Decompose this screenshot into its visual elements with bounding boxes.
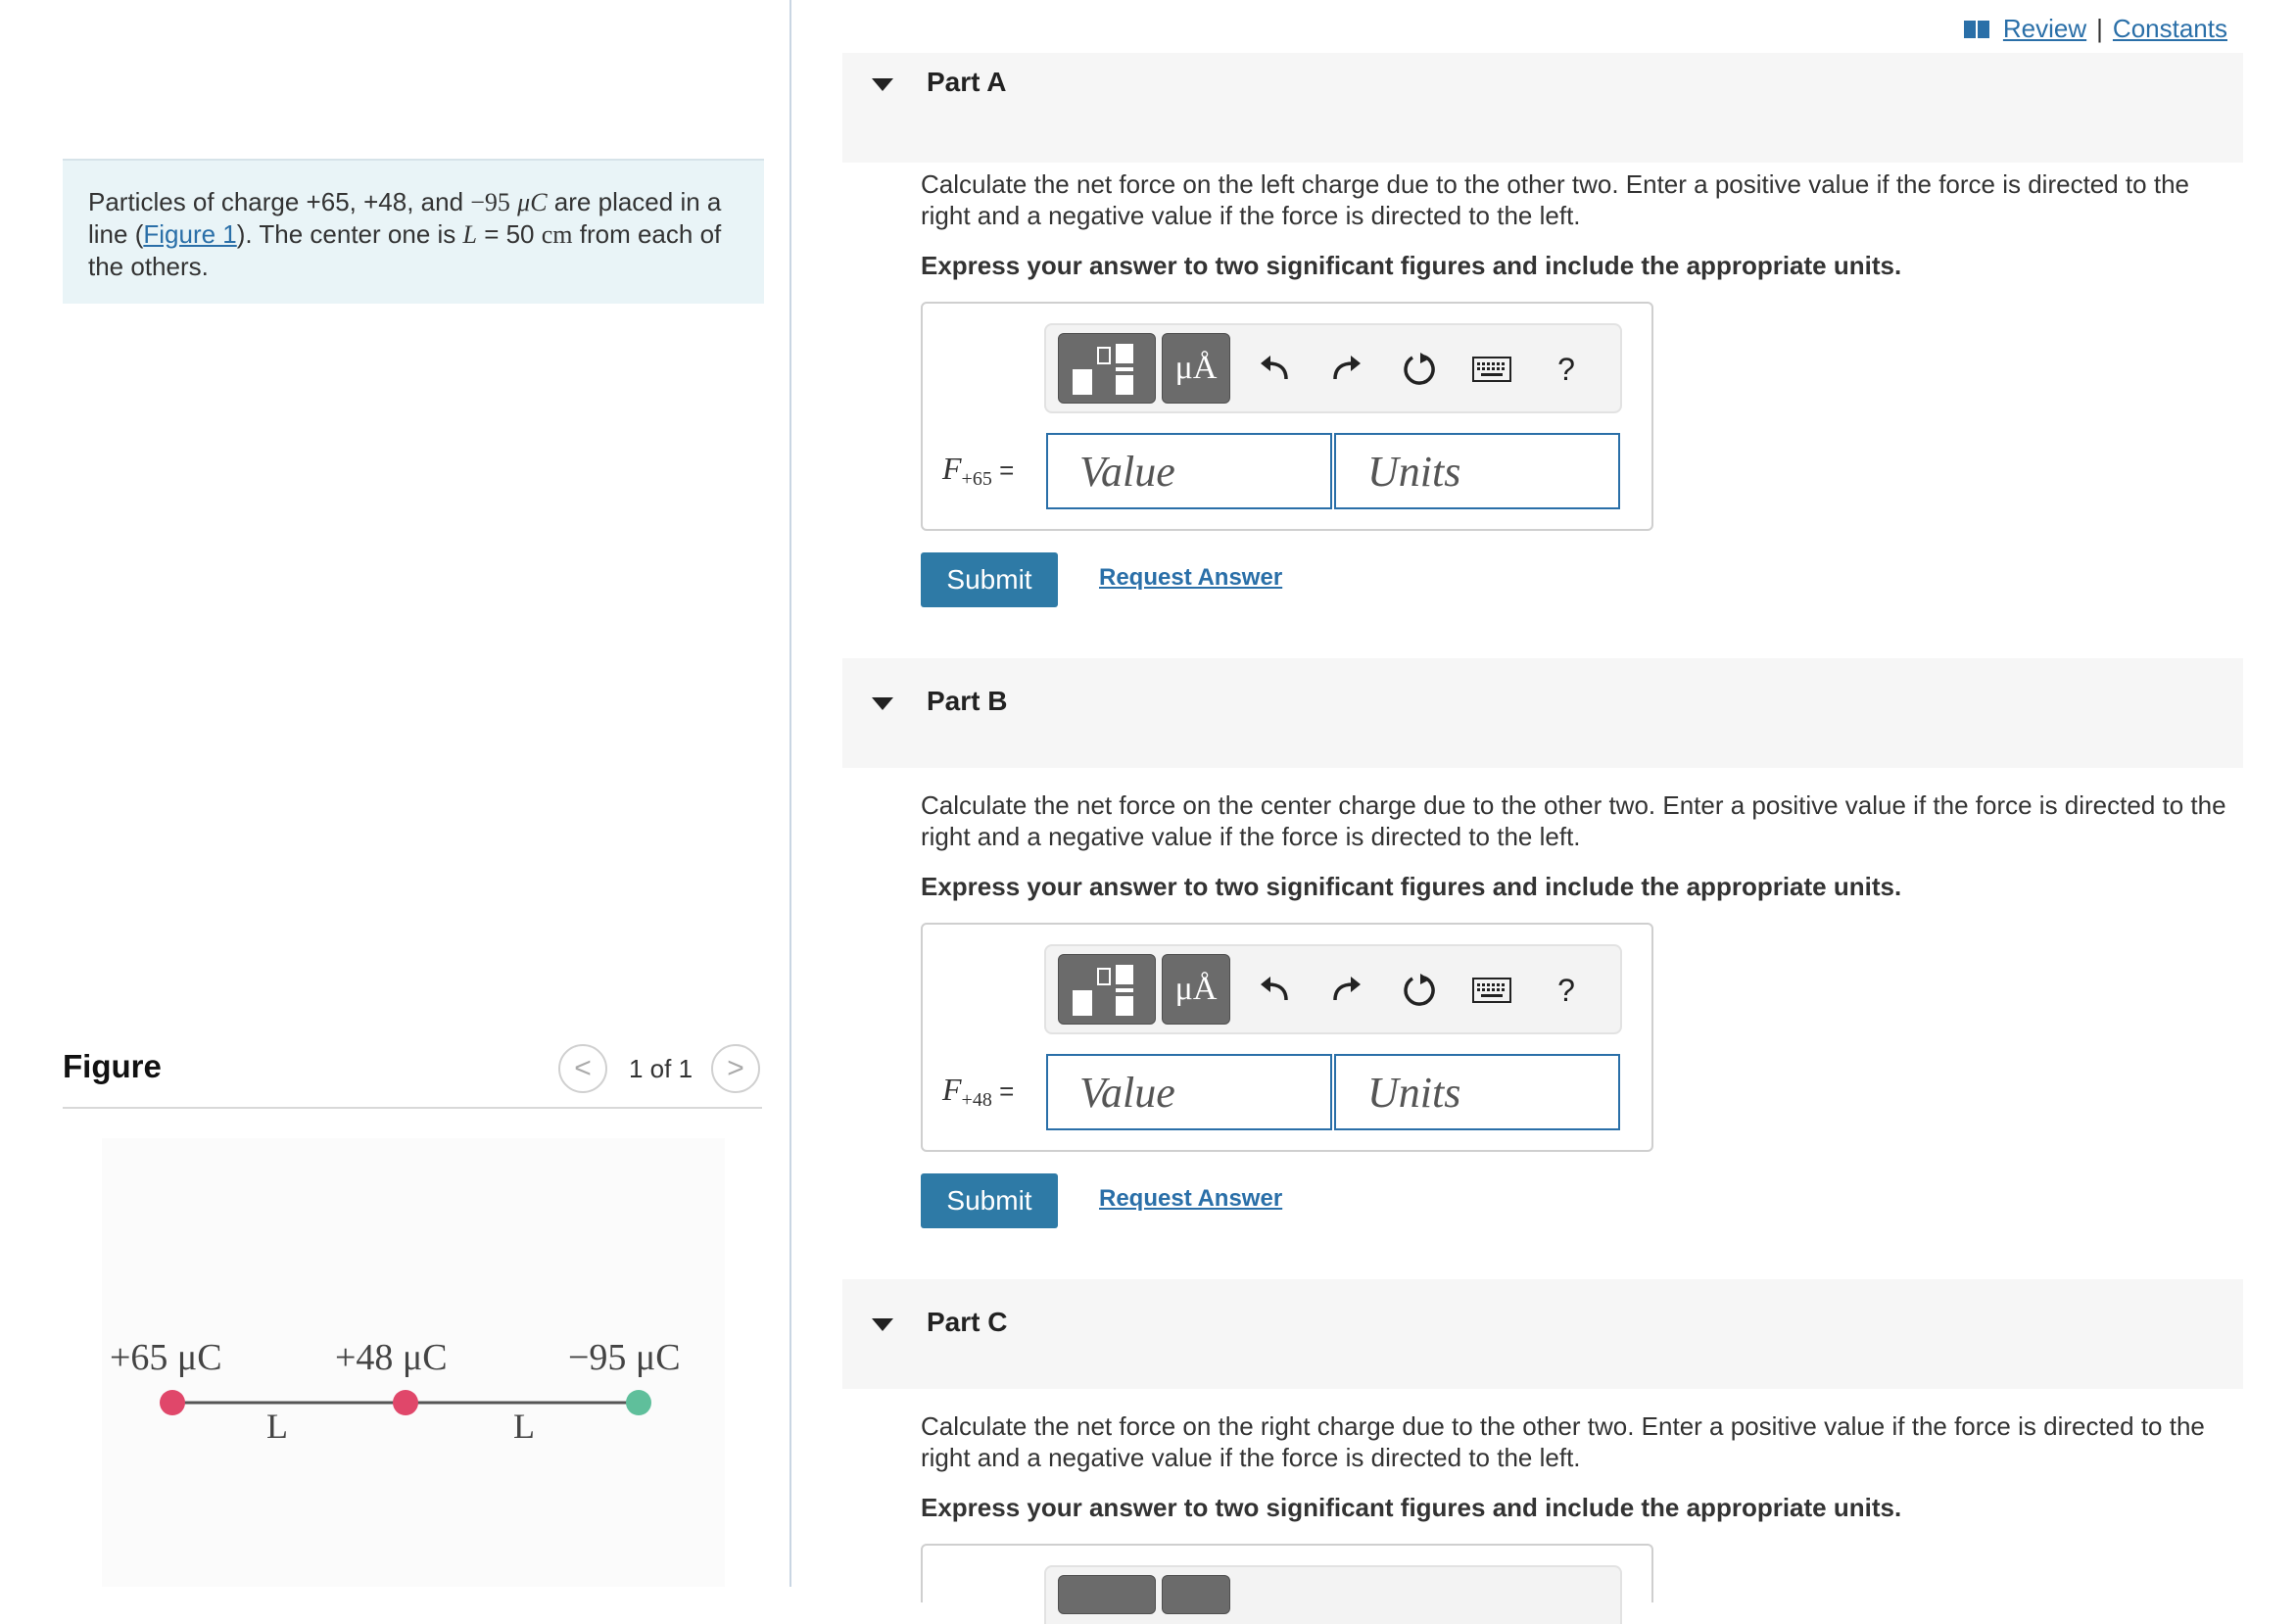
units-input[interactable] (1334, 433, 1620, 509)
figure-link[interactable]: Figure 1 (143, 219, 237, 249)
charge-dot-left (160, 1390, 185, 1415)
charge-label-left: +65 μC (110, 1337, 222, 1378)
equals-sign: = (999, 455, 1015, 485)
request-answer-link[interactable]: Request Answer (1099, 1185, 1283, 1212)
keyboard-button[interactable] (1467, 345, 1516, 394)
part-c-title: Part C (927, 1307, 1008, 1337)
part-b-instruction: Express your answer to two significant figures and include the appropriate units. (921, 872, 1902, 901)
templates-button[interactable] (1058, 1575, 1156, 1614)
units-icon: μÅ (1174, 971, 1218, 1007)
reset-icon (1401, 972, 1438, 1009)
undo-icon (1257, 973, 1292, 1008)
request-answer-link[interactable]: Request Answer (1099, 564, 1283, 591)
part-a-title: Part A (927, 67, 1007, 97)
help-icon: ? (1557, 351, 1575, 387)
undo-icon (1257, 352, 1292, 387)
part-b-question: Calculate the net force on the center charge due to the other two. Enter a positive value if the force is directed to the right and a negative value if the force is directed to the left. (921, 790, 2226, 851)
equals-sign: = (999, 1076, 1015, 1106)
var-subscript: +48 (961, 1089, 992, 1112)
submit-button[interactable]: Submit (921, 552, 1058, 607)
part-c-question: Calculate the net force on the right charge due to the other two. Enter a positive value if the force is directed to the right and a negative value if the force is directed to the left. (921, 1411, 2205, 1472)
top-links (1964, 14, 2227, 44)
figure-title: Figure (63, 1048, 162, 1084)
charges-diagram (102, 1138, 725, 1587)
templates-button[interactable] (1058, 954, 1156, 1025)
figure-count: 1 of 1 (629, 1054, 694, 1083)
redo-button[interactable] (1322, 966, 1371, 1015)
var-subscript: +65 (961, 468, 992, 491)
part-c-instruction: Express your answer to two significant figures and include the appropriate units. (921, 1493, 1902, 1522)
intro-text: = 50 (476, 219, 542, 249)
intro-L: L (462, 220, 477, 249)
chevron-left-icon: < (574, 1052, 592, 1084)
value-input[interactable] (1046, 1054, 1332, 1130)
reset-button[interactable] (1395, 966, 1444, 1015)
part-a-header[interactable] (842, 53, 2243, 163)
part-a-instruction: Express your answer to two significant figures and include the appropriate units. (921, 251, 1902, 280)
templates-icon (1059, 334, 1157, 405)
part-b-title: Part B (927, 686, 1008, 716)
templates-icon (1059, 955, 1157, 1026)
charge-label-center: +48 μC (335, 1337, 448, 1378)
units-input[interactable] (1334, 1054, 1620, 1130)
intro-cm: cm (541, 220, 573, 249)
part-c-header[interactable] (842, 1279, 2243, 1389)
help-icon: ? (1557, 972, 1575, 1008)
collapse-triangle-icon (872, 78, 893, 91)
help-button[interactable] (1542, 966, 1591, 1015)
answer-variable-label (942, 1072, 1014, 1112)
intro-text: Particles of charge +65, +48, and (88, 187, 471, 216)
part-b-answer-box (921, 923, 1653, 1152)
submit-button[interactable]: Submit (921, 1173, 1058, 1228)
part-b-header[interactable] (842, 658, 2243, 768)
collapse-triangle-icon (872, 1318, 893, 1331)
collapse-triangle-icon (872, 697, 893, 710)
keyboard-button[interactable] (1467, 966, 1516, 1015)
keyboard-icon (1472, 978, 1511, 1003)
left-panel (0, 0, 791, 1587)
figure-header (63, 1036, 762, 1109)
intro-unit: μC (517, 188, 548, 216)
units-button[interactable] (1162, 954, 1230, 1025)
math-toolbar (1044, 323, 1622, 413)
reset-button[interactable] (1395, 345, 1444, 394)
value-input[interactable] (1046, 433, 1332, 509)
part-c-answer-box (921, 1544, 1653, 1602)
redo-icon (1329, 352, 1364, 387)
link-separator: | (2096, 14, 2103, 43)
units-button[interactable] (1162, 1575, 1230, 1614)
templates-button[interactable] (1058, 333, 1156, 404)
keyboard-icon (1472, 357, 1511, 382)
redo-icon (1329, 973, 1364, 1008)
units-button[interactable] (1162, 333, 1230, 404)
spacing-label-right: L (513, 1407, 535, 1446)
answer-variable-label (942, 451, 1014, 491)
math-toolbar (1044, 944, 1622, 1034)
var-F: F (942, 451, 962, 486)
charge-dot-right (626, 1390, 651, 1415)
undo-button[interactable] (1250, 345, 1299, 394)
figure-image (102, 1138, 725, 1587)
spacing-label-left: L (266, 1407, 288, 1446)
intro-charge: −95 (470, 188, 510, 216)
book-icon (1964, 21, 1989, 38)
intro-text: are placed in a line ( (88, 187, 722, 249)
chevron-right-icon: > (727, 1052, 744, 1084)
undo-button[interactable] (1250, 966, 1299, 1015)
part-a-answer-box (921, 302, 1653, 531)
review-link[interactable]: Review (2002, 14, 2087, 43)
reset-icon (1401, 351, 1438, 388)
prev-figure-button[interactable] (558, 1044, 607, 1093)
intro-text: ). The center one is (236, 219, 463, 249)
help-button[interactable] (1542, 345, 1591, 394)
constants-link[interactable]: Constants (2112, 14, 2227, 43)
units-icon: μÅ (1174, 350, 1218, 386)
charge-label-right: −95 μC (568, 1337, 681, 1378)
problem-intro (63, 159, 764, 304)
redo-button[interactable] (1322, 345, 1371, 394)
var-F: F (942, 1072, 962, 1107)
intro-text: from each of the others. (88, 219, 722, 281)
part-a-question: Calculate the net force on the left charge due to the other two. Enter a positive value if the force is directed to the right and a negative value if the force is directed to the left. (921, 169, 2189, 230)
next-figure-button[interactable] (711, 1044, 760, 1093)
charge-dot-center (393, 1390, 418, 1415)
math-toolbar (1044, 1565, 1622, 1624)
